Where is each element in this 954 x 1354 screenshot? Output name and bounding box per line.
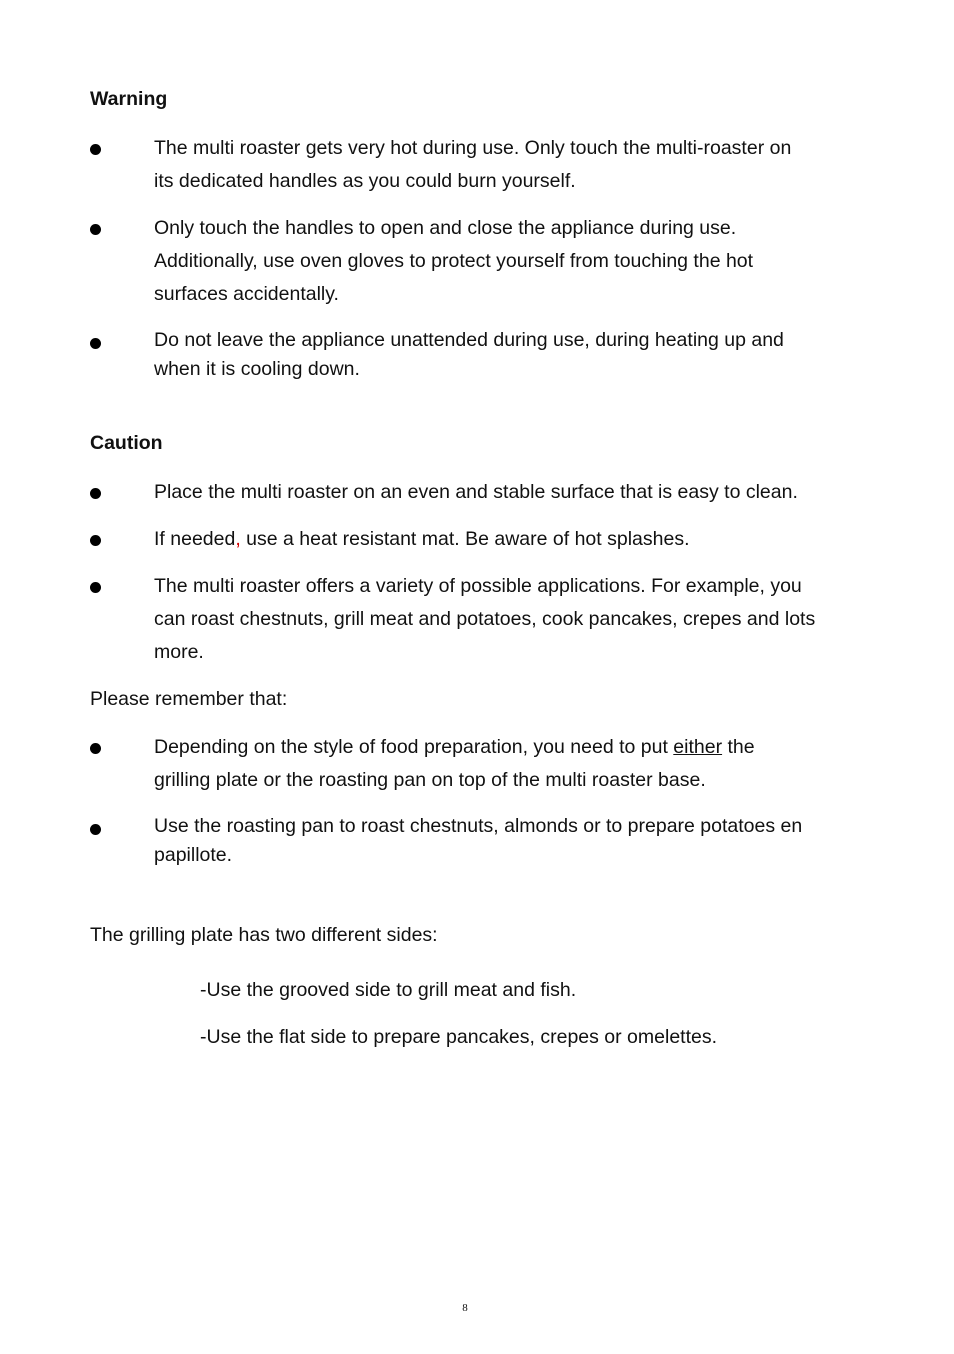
text-line [154, 523, 864, 556]
bullet-icon [90, 224, 101, 235]
text-fragment: If needed [154, 528, 236, 550]
text-line: papillote. [154, 844, 233, 866]
list-item-text [154, 812, 864, 870]
text-line: Place the multi roaster on an even and stable surface that is easy to clean. [154, 481, 798, 503]
text-line: when it is cooling down. [154, 358, 360, 380]
list-item-text [154, 731, 864, 797]
text-line: more. [154, 641, 204, 663]
red-comma: , [235, 528, 241, 550]
text-fragment: the [722, 736, 755, 758]
text-fragment: Depending on the style of food preparation, you need to put [154, 736, 674, 758]
bullet-icon [90, 824, 101, 835]
text-line [154, 731, 864, 764]
list-item-text [154, 523, 864, 556]
text-fragment: use a heat resistant mat. Be aware of hot splashes. [240, 528, 690, 550]
text-line: Additionally, use oven gloves to protect yourself from touching the hot [154, 250, 754, 272]
underlined-word: either [673, 736, 723, 758]
text-line: grilling plate or the roasting pan on top of the multi roaster base. [154, 769, 706, 791]
bullet-icon [90, 144, 101, 155]
grilling-side-1: -Use the grooved side to grill meat and fish. [200, 979, 577, 1001]
text-line: The multi roaster gets very hot during use. Only touch the multi-roaster on [154, 137, 792, 159]
grilling-intro: The grilling plate has two different sides: [90, 924, 438, 946]
text-line: Only touch the handles to open and close the appliance during use. [154, 217, 737, 239]
warning-heading: Warning [90, 88, 168, 110]
bullet-icon [90, 338, 101, 349]
text-line: The multi roaster offers a variety of possible applications. For example, you [154, 575, 802, 597]
text-line: Do not leave the appliance unattended during use, during heating up and [154, 329, 784, 351]
text-line: its dedicated handles as you could burn yourself. [154, 170, 576, 192]
text-line: Use the roasting pan to roast chestnuts, almonds or to prepare potatoes en [154, 815, 803, 837]
bullet-icon [90, 743, 101, 754]
bullet-icon [90, 582, 101, 593]
bullet-icon [90, 535, 101, 546]
list-item-text [154, 326, 864, 384]
bullet-icon [90, 488, 101, 499]
list-item-text [154, 212, 864, 311]
page-number: 8 [462, 1302, 468, 1314]
list-item-text [154, 570, 864, 669]
caution-heading: Caution [90, 432, 163, 454]
list-item-text [154, 476, 864, 509]
remember-intro: Please remember that: [90, 688, 288, 710]
grilling-side-2: -Use the flat side to prepare pancakes, crepes or omelettes. [200, 1026, 718, 1048]
list-item-text [154, 132, 864, 198]
text-line: can roast chestnuts, grill meat and potatoes, cook pancakes, crepes and lots [154, 608, 816, 630]
text-line: surfaces accidentally. [154, 283, 339, 305]
